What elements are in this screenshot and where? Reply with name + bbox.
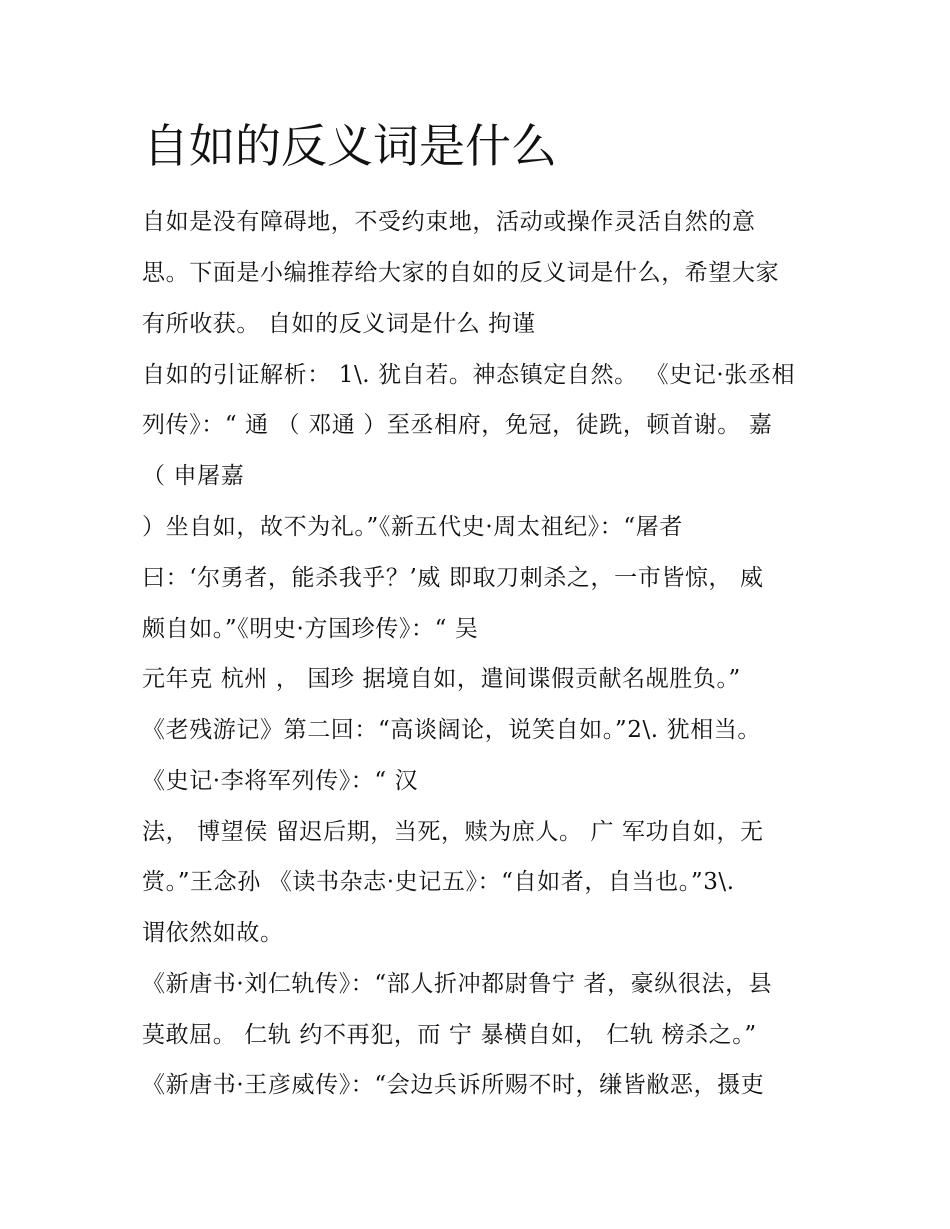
body-line: 有所收获。 自如的反义词是什么 拘谨 [142, 311, 536, 337]
body-line: 列传》：“ 通 （ 邓通 ）至丞相府，免冠，徒跣，顿首谢。 嘉 [142, 412, 773, 438]
body-line: 颇自如。”《明史·方国珍传》：“ 吴 [142, 616, 479, 642]
body-line: （ 申屠嘉 [142, 463, 245, 489]
body-line: 谓依然如故。 [142, 920, 284, 946]
body-line: 《新唐书·刘仁轨传》：“部人折冲都尉鲁宁 者，豪纵很法，县 [142, 971, 773, 997]
body-line: ）坐自如，故不为礼。”《新五代史·周太祖纪》：“屠者 [142, 514, 683, 540]
page-title: 自如的反义词是什么 [143, 119, 557, 173]
body-line: 自如的引证解析： 1\. 犹自若。神态镇定自然。 《史记·张丞相 [142, 362, 796, 388]
body-line: 思。下面是小编推荐给大家的自如的反义词是什么，希望大家 [142, 260, 780, 286]
body-line: 《新唐书·王彦威传》：“会边兵诉所赐不时，缣皆敝恶，摄吏 [142, 1072, 765, 1098]
body-line: 《老残游记》第二回：“高谈阔论，说笑自如。”2\. 犹相当。 [142, 717, 762, 743]
body-line: 《史记·李将军列传》：“ 汉 [142, 768, 419, 794]
body-line: 法， 博望侯 留迟后期，当死，赎为庶人。 广 军功自如，无 [142, 819, 764, 845]
body-line: 曰：‘尔勇者，能杀我乎？’威 即取刀刺杀之，一市皆惊， 威 [142, 565, 764, 591]
body-line: 赏。”王念孙 《读书杂志·史记五》：“自如者，自当也。”3\. [142, 869, 735, 895]
body-line: 元年克 杭州 ， 国珍 据境自如，遣间谍假贡献名觇胜负。” [142, 666, 741, 692]
body-line: 莫敢屈。 仁轨 约不再犯，而 宁 暴横自如， 仁轨 榜杀之。” [142, 1022, 757, 1048]
body-line: 自如是没有障碍地，不受约束地，活动或操作灵活自然的意 [142, 209, 756, 235]
